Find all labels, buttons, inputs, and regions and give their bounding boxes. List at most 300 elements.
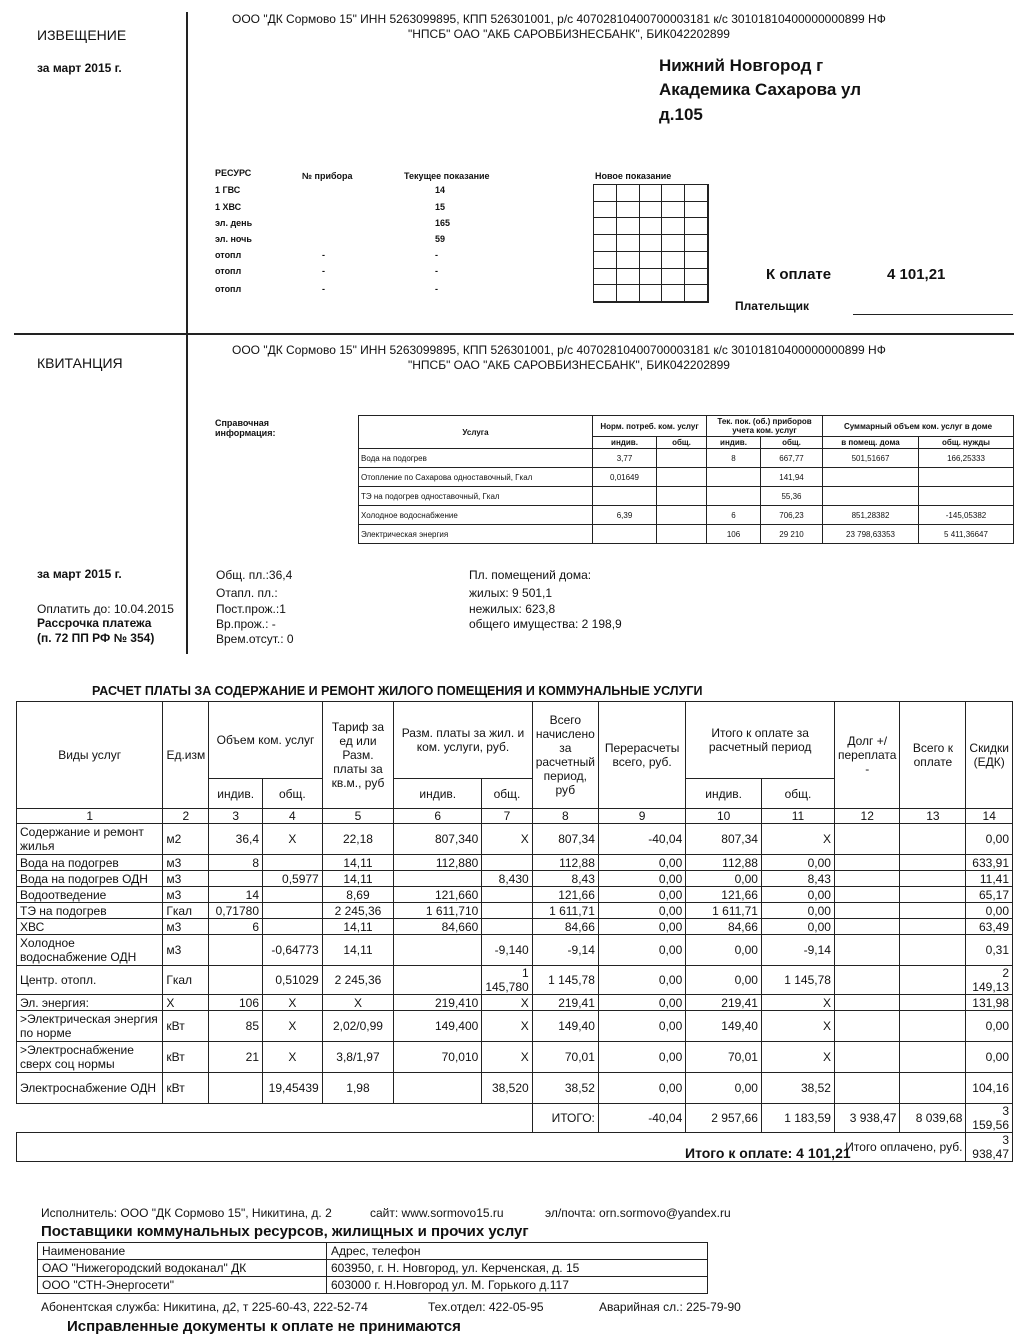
- calc-col-number: 11: [761, 809, 834, 824]
- info-cell-m-com: 667,77: [761, 449, 823, 468]
- calc-cell-v-com: [263, 903, 323, 919]
- calc-h-service: Виды услуг: [17, 702, 163, 809]
- new-reading-grid[interactable]: [593, 184, 709, 303]
- calc-total-row: [17, 1104, 1013, 1133]
- calc-cell-tariff: 2 245,36: [322, 966, 394, 995]
- executor-email[interactable]: эл/почта: orn.sormovo@yandex.ru: [545, 1206, 731, 1220]
- info-cell-n-com: [657, 468, 707, 487]
- info-h-common-needs: общ. нужды: [919, 437, 1014, 449]
- info-cell-m-com: 55,36: [761, 487, 823, 506]
- calc-cell-t-ind: 219,41: [686, 995, 762, 1011]
- calc-h-fee: Разм. платы за жил. и ком. услуги, руб.: [394, 702, 532, 779]
- reading-resource: 1 ХВС: [215, 202, 242, 212]
- info-row: [359, 525, 1014, 544]
- calc-cell-total: [900, 855, 966, 871]
- calc-cell-name: Центр. отопл.: [17, 966, 163, 995]
- calc-cell-tariff: 14,11: [322, 935, 394, 966]
- calc-cell-v-ind: [209, 1073, 263, 1104]
- calc-cell-t-ind: 0,00: [686, 935, 762, 966]
- calc-cell-f-com: [482, 919, 532, 935]
- calc-cell-unit: Гкал: [163, 903, 209, 919]
- calc-row: [17, 903, 1013, 919]
- installment-ref: (п. 72 ПП РФ № 354): [37, 631, 155, 645]
- calc-cell-unit: X: [163, 995, 209, 1011]
- reading-current: 15: [435, 202, 446, 212]
- calc-cell-unit: м3: [163, 919, 209, 935]
- calc-cell-v-ind: 36,4: [209, 824, 263, 855]
- suppliers-h-address: Адрес, телефон: [327, 1243, 708, 1260]
- calc-cell-total: [900, 1011, 966, 1042]
- calc-col-number: 14: [966, 809, 1013, 824]
- residents-permanent: Пост.прож.:1: [216, 602, 286, 616]
- calc-h-fee-indiv: индив.: [394, 779, 482, 809]
- info-cell-service: Электрическая энергия: [359, 525, 593, 544]
- calc-cell-unit: м3: [163, 871, 209, 887]
- calc-cell-f-ind: 219,410: [394, 995, 482, 1011]
- calc-cell-t-com: -9,14: [761, 935, 834, 966]
- calc-cell-v-com: X: [263, 824, 323, 855]
- calc-h-tariff: Тариф за ед или Разм. платы за кв.м., руб: [322, 702, 394, 809]
- calc-cell-f-com: X: [482, 1011, 532, 1042]
- pay-until: Оплатить до: 10.04.2015: [37, 602, 174, 616]
- address-city: Нижний Новгород г: [659, 56, 824, 75]
- suppliers-title: Поставщики коммунальных ресурсов, жилищных и прочих услуг: [41, 1223, 529, 1240]
- reference-info-label: Справочная информация:: [215, 418, 276, 438]
- calc-total-label: ИТОГО:: [532, 1104, 598, 1133]
- calc-col-number: 1: [17, 809, 163, 824]
- calc-cell-charged: 121,66: [532, 887, 598, 903]
- area-total: Общ. пл.:36,4: [216, 568, 293, 582]
- calc-cell-total: [900, 871, 966, 887]
- calc-h-volume: Объем ком. услуг: [209, 702, 322, 779]
- calc-cell-charged: 38,52: [532, 1073, 598, 1104]
- calc-total-recalc: -40,04: [598, 1104, 685, 1133]
- calc-cell-debt: [834, 855, 899, 871]
- calc-cell-f-ind: [394, 935, 482, 966]
- calc-cell-disc: 0,31: [966, 935, 1013, 966]
- calc-cell-charged: 70,01: [532, 1042, 598, 1073]
- notice-divider: [186, 12, 188, 334]
- calc-paid-row: [17, 1133, 1013, 1162]
- info-cell-t-prem: [823, 487, 919, 506]
- info-h-premises: в помещ. дома: [823, 437, 919, 449]
- reading-current: -: [435, 266, 438, 276]
- calc-cell-debt: [834, 935, 899, 966]
- calc-cell-f-ind: [394, 1073, 482, 1104]
- info-cell-t-prem: 23 798,63353: [823, 525, 919, 544]
- calc-cell-unit: кВт: [163, 1073, 209, 1104]
- calc-cell-disc: 0,00: [966, 824, 1013, 855]
- info-row: [359, 449, 1014, 468]
- house-area-nonliving: нежилых: 623,8: [469, 602, 556, 616]
- calc-cell-charged: 84,66: [532, 919, 598, 935]
- calc-cell-f-com: 1 145,780: [482, 966, 532, 995]
- calc-row: [17, 887, 1013, 903]
- calc-cell-f-com: X: [482, 1042, 532, 1073]
- calc-col-number: 4: [263, 809, 323, 824]
- calc-row: [17, 855, 1013, 871]
- info-cell-m-ind: 8: [707, 449, 761, 468]
- calc-cell-debt: [834, 1011, 899, 1042]
- reference-info-table: [358, 415, 1014, 544]
- calc-cell-f-ind: 807,340: [394, 824, 482, 855]
- executor-site[interactable]: сайт: www.sormovo15.ru: [370, 1206, 504, 1220]
- calc-cell-t-ind: 112,88: [686, 855, 762, 871]
- calc-row: [17, 966, 1013, 995]
- calc-h-total-common: общ.: [761, 779, 834, 809]
- calc-row: [17, 1042, 1013, 1073]
- reading-resource: отопл: [215, 250, 242, 260]
- reading-current: 165: [435, 218, 451, 228]
- calc-cell-name: Водоотведение: [17, 887, 163, 903]
- calc-table: [16, 701, 1013, 1162]
- calc-row: [17, 824, 1013, 855]
- calc-cell-v-ind: [209, 871, 263, 887]
- emergency-service: Аварийная сл.: 225-79-90: [599, 1300, 741, 1314]
- calc-cell-t-com: 0,00: [761, 903, 834, 919]
- house-area-living: жилых: 9 501,1: [469, 586, 553, 600]
- calc-cell-unit: кВт: [163, 1042, 209, 1073]
- info-cell-service: Отопление по Сахарова одноставочный, Гкал: [359, 468, 593, 487]
- installment-label: Рассрочка платежа: [37, 616, 152, 630]
- calc-cell-name: Электроснабжение ОДН: [17, 1073, 163, 1104]
- calc-cell-disc: 63,49: [966, 919, 1013, 935]
- reading-meter: -: [322, 250, 325, 260]
- info-row: [359, 506, 1014, 525]
- calc-total-indiv: 2 957,66: [686, 1104, 762, 1133]
- house-area-title: Пл. помещений дома:: [469, 568, 592, 582]
- calc-cell-charged: 1 145,78: [532, 966, 598, 995]
- house-area-common: общего имущества: 2 198,9: [469, 617, 622, 631]
- info-cell-m-ind: 106: [707, 525, 761, 544]
- calc-cell-f-ind: 149,400: [394, 1011, 482, 1042]
- info-cell-t-prem: 851,28382: [823, 506, 919, 525]
- calc-cell-t-ind: 1 611,71: [686, 903, 762, 919]
- calc-cell-name: Вода на подогрев: [17, 855, 163, 871]
- info-h-service: Услуга: [359, 416, 593, 449]
- calc-col-number: 3: [209, 809, 263, 824]
- info-cell-t-prem: 501,51667: [823, 449, 919, 468]
- calc-h-discount: Скидки (ЕДК): [966, 702, 1013, 809]
- calc-cell-f-ind: 112,880: [394, 855, 482, 871]
- info-cell-t-com: 5 411,36647: [919, 525, 1014, 544]
- calc-cell-name: >Электрическая энергия по норме: [17, 1011, 163, 1042]
- suppliers-table: [37, 1242, 708, 1294]
- info-cell-m-ind: [707, 487, 761, 506]
- calc-cell-v-com: [263, 887, 323, 903]
- calc-cell-v-ind: 8: [209, 855, 263, 871]
- calc-cell-recalc: 0,00: [598, 855, 685, 871]
- calc-cell-total: [900, 887, 966, 903]
- calc-cell-tariff: 3,8/1,97: [322, 1042, 394, 1073]
- calc-total-debt: 3 938,47: [834, 1104, 899, 1133]
- calc-row: [17, 995, 1013, 1011]
- calc-cell-tariff: 2 245,36: [322, 903, 394, 919]
- calc-cell-v-ind: 14: [209, 887, 263, 903]
- calc-cell-disc: 11,41: [966, 871, 1013, 887]
- calc-cell-f-ind: [394, 871, 482, 887]
- calc-cell-name: Эл. энергия:: [17, 995, 163, 1011]
- calc-cell-tariff: 22,18: [322, 824, 394, 855]
- calc-cell-v-com: [263, 855, 323, 871]
- info-cell-n-ind: 3,77: [593, 449, 657, 468]
- info-cell-n-ind: 6,39: [593, 506, 657, 525]
- receipt-payee-line1: ООО "ДК Сормово 15" ИНН 5263099895, КПП 526301001, р/с 40702810400700003181 к/с 30101810400000000899 НФ: [232, 343, 886, 357]
- calc-col-number: 2: [163, 809, 209, 824]
- calc-cell-t-ind: 149,40: [686, 1011, 762, 1042]
- calc-cell-debt: [834, 887, 899, 903]
- supplier-name: ОАО "Нижегородский водоканал" ДК: [38, 1260, 327, 1277]
- reading-current: -: [435, 284, 438, 294]
- address-house: д.105: [659, 105, 703, 124]
- calc-h-fee-common: общ.: [482, 779, 532, 809]
- info-cell-t-prem: [823, 468, 919, 487]
- info-h-total: Суммарный объем ком. услуг в доме: [823, 416, 1014, 437]
- calc-cell-f-ind: 70,010: [394, 1042, 482, 1073]
- calc-cell-recalc: 0,00: [598, 919, 685, 935]
- calc-cell-tariff: 8,69: [322, 887, 394, 903]
- area-heated: Отапл. пл.:: [216, 586, 278, 600]
- calc-cell-disc: 0,00: [966, 903, 1013, 919]
- info-cell-n-ind: [593, 525, 657, 544]
- info-cell-service: Вода на подогрев: [359, 449, 593, 468]
- calc-cell-t-com: X: [761, 824, 834, 855]
- calc-total-spacer: [17, 1104, 533, 1133]
- calc-cell-total: [900, 919, 966, 935]
- calc-cell-recalc: 0,00: [598, 871, 685, 887]
- calc-cell-tariff: 14,11: [322, 919, 394, 935]
- subscriber-service: Абонентская служба: Никитина, д2, т 225-60-43, 222-52-74: [41, 1300, 368, 1314]
- calc-cell-debt: [834, 966, 899, 995]
- calc-cell-t-com: X: [761, 995, 834, 1011]
- calc-col-number: 10: [686, 809, 762, 824]
- calc-row: [17, 1011, 1013, 1042]
- calc-cell-tariff: 2,02/0,99: [322, 1011, 394, 1042]
- calc-cell-tariff: 1,98: [322, 1073, 394, 1104]
- calc-cell-f-com: [482, 887, 532, 903]
- calc-h-volume-common: общ.: [263, 779, 323, 809]
- calc-cell-tariff: 14,11: [322, 871, 394, 887]
- readings-header-meter: № прибора: [302, 171, 353, 181]
- calc-cell-name: Холодное водоснабжение ОДН: [17, 935, 163, 966]
- footer-note: Исправленные документы к оплате не принимаются: [67, 1318, 461, 1335]
- calc-cell-recalc: 0,00: [598, 966, 685, 995]
- supplier-row: [38, 1260, 708, 1277]
- receipt-title: КВИТАНЦИЯ: [37, 355, 123, 371]
- reading-resource: отопл: [215, 284, 242, 294]
- to-pay-final: Итого к оплате: 4 101,21: [685, 1145, 851, 1161]
- calc-cell-t-ind: 70,01: [686, 1042, 762, 1073]
- readings-header-new: Новое показание: [595, 171, 672, 181]
- calc-cell-recalc: 0,00: [598, 903, 685, 919]
- calc-cell-f-com: 8,430: [482, 871, 532, 887]
- receipt-payee-line2: "НПСБ" ОАО "АКБ САРОВБИЗНЕСБАНК", БИК042202899: [408, 358, 730, 372]
- calc-cell-debt: [834, 1042, 899, 1073]
- calc-cell-charged: 1 611,71: [532, 903, 598, 919]
- info-cell-n-com: [657, 506, 707, 525]
- calc-cell-v-ind: 21: [209, 1042, 263, 1073]
- reading-resource: эл. ночь: [215, 234, 252, 244]
- calc-cell-debt: [834, 919, 899, 935]
- reading-current: 59: [435, 234, 446, 244]
- calc-cell-t-ind: 807,34: [686, 824, 762, 855]
- calc-row: [17, 919, 1013, 935]
- suppliers-h-name: Наименование: [38, 1243, 327, 1260]
- calc-cell-f-ind: 1 611,710: [394, 903, 482, 919]
- readings-header-current: Текущее показание: [404, 171, 490, 181]
- calc-cell-f-ind: 121,660: [394, 887, 482, 903]
- calc-cell-name: ХВС: [17, 919, 163, 935]
- calc-cell-recalc: 0,00: [598, 995, 685, 1011]
- calc-cell-t-ind: 121,66: [686, 887, 762, 903]
- calc-col-number: 12: [834, 809, 899, 824]
- calc-cell-v-com: X: [263, 1011, 323, 1042]
- calc-row: [17, 871, 1013, 887]
- calc-cell-disc: 65,17: [966, 887, 1013, 903]
- calc-cell-v-com: -0,64773: [263, 935, 323, 966]
- info-cell-t-com: -145,05382: [919, 506, 1014, 525]
- payer-signature-line[interactable]: [853, 314, 1013, 315]
- calc-row: [17, 1073, 1013, 1104]
- calc-cell-v-com: 0,5977: [263, 871, 323, 887]
- info-cell-n-com: [657, 487, 707, 506]
- calc-cell-f-com: -9,140: [482, 935, 532, 966]
- calc-cell-disc: 2 149,13: [966, 966, 1013, 995]
- calc-row: [17, 935, 1013, 966]
- info-cell-n-ind: 0,01649: [593, 468, 657, 487]
- calc-col-number: 13: [900, 809, 966, 824]
- calc-h-debt: Долг +/ переплата -: [834, 702, 899, 809]
- calc-cell-v-com: X: [263, 1042, 323, 1073]
- calc-cell-recalc: 0,00: [598, 1011, 685, 1042]
- calc-cell-f-com: [482, 855, 532, 871]
- calc-cell-unit: м3: [163, 935, 209, 966]
- notice-period: за март 2015 г.: [37, 61, 122, 75]
- calc-cell-t-com: 8,43: [761, 871, 834, 887]
- calc-col-number: 8: [532, 809, 598, 824]
- calc-cell-unit: м2: [163, 824, 209, 855]
- calc-cell-v-com: [263, 919, 323, 935]
- calc-paid-value: 3 938,47: [966, 1133, 1013, 1162]
- calc-cell-disc: 0,00: [966, 1042, 1013, 1073]
- info-h-norm-indiv: индив.: [593, 437, 657, 449]
- calc-cell-v-ind: [209, 935, 263, 966]
- calc-cell-charged: 149,40: [532, 1011, 598, 1042]
- calc-cell-t-ind: 0,00: [686, 966, 762, 995]
- calc-cell-charged: -9,14: [532, 935, 598, 966]
- temporarily-absent: Врем.отсут.: 0: [216, 632, 294, 646]
- calc-cell-total: [900, 995, 966, 1011]
- info-row: [359, 468, 1014, 487]
- info-cell-service: ТЭ на подогрев одноставочный, Гкал: [359, 487, 593, 506]
- calc-cell-f-ind: [394, 966, 482, 995]
- reading-resource: эл. день: [215, 218, 253, 228]
- info-cell-m-com: 706,23: [761, 506, 823, 525]
- calc-cell-f-ind: 84,660: [394, 919, 482, 935]
- calc-cell-charged: 8,43: [532, 871, 598, 887]
- calc-cell-v-ind: 85: [209, 1011, 263, 1042]
- calc-cell-name: Содержание и ремонт жилья: [17, 824, 163, 855]
- info-h-norm-common: общ.: [657, 437, 707, 449]
- supplier-address: 603950, г. Н. Новгород, ул. Керченская, д. 15: [327, 1260, 708, 1277]
- info-h-meter-indiv: индив.: [707, 437, 761, 449]
- calc-cell-v-ind: 106: [209, 995, 263, 1011]
- to-pay-value: 4 101,21: [887, 266, 946, 283]
- calc-cell-t-com: 1 145,78: [761, 966, 834, 995]
- calc-cell-name: >Электроснабжение сверх соц нормы: [17, 1042, 163, 1073]
- calc-cell-f-com: X: [482, 995, 532, 1011]
- calc-cell-charged: 112,88: [532, 855, 598, 871]
- info-cell-service: Холодное водоснабжение: [359, 506, 593, 525]
- calc-cell-t-com: 38,52: [761, 1073, 834, 1104]
- calc-cell-name: Вода на подогрев ОДН: [17, 871, 163, 887]
- calc-cell-f-com: [482, 903, 532, 919]
- calc-cell-name: ТЭ на подогрев: [17, 903, 163, 919]
- calc-total-discount: 3 159,56: [966, 1104, 1013, 1133]
- calc-cell-t-ind: 0,00: [686, 1073, 762, 1104]
- calc-h-recalc: Перерасчеты всего, руб.: [598, 702, 685, 809]
- info-cell-n-ind: [593, 487, 657, 506]
- calc-total-common: 1 183,59: [761, 1104, 834, 1133]
- calc-h-total-indiv: индив.: [686, 779, 762, 809]
- supplier-address: 603000 г. Н.Новгород ул. М. Горького д.117: [327, 1277, 708, 1294]
- calc-cell-tariff: 14,11: [322, 855, 394, 871]
- info-cell-m-ind: [707, 468, 761, 487]
- reading-current: 14: [435, 185, 446, 195]
- calc-cell-v-ind: 0,71780: [209, 903, 263, 919]
- calc-h-total-period: Итого к оплате за расчетный период: [686, 702, 835, 779]
- calc-cell-tariff: X: [322, 995, 394, 1011]
- calc-col-number: 6: [394, 809, 482, 824]
- calc-cell-disc: 633,91: [966, 855, 1013, 871]
- calc-h-unit: Ед.изм: [163, 702, 209, 809]
- calc-cell-debt: [834, 995, 899, 1011]
- reading-current: -: [435, 250, 438, 260]
- info-cell-m-com: 141,94: [761, 468, 823, 487]
- calc-h-volume-indiv: индив.: [209, 779, 263, 809]
- reading-meter: -: [322, 266, 325, 276]
- calc-cell-unit: Гкал: [163, 966, 209, 995]
- calc-cell-charged: 219,41: [532, 995, 598, 1011]
- info-h-meter-common: общ.: [761, 437, 823, 449]
- calc-cell-t-ind: 84,66: [686, 919, 762, 935]
- calc-cell-recalc: 0,00: [598, 1073, 685, 1104]
- info-h-meter: Тек. пок. (об.) приборов учета ком. услуг: [707, 416, 823, 437]
- calc-cell-total: [900, 1073, 966, 1104]
- calc-cell-total: [900, 935, 966, 966]
- calc-cell-recalc: 0,00: [598, 887, 685, 903]
- receipt-period: за март 2015 г.: [37, 567, 122, 581]
- calc-cell-v-ind: 6: [209, 919, 263, 935]
- calc-col-number: 7: [482, 809, 532, 824]
- info-cell-t-com: [919, 487, 1014, 506]
- calc-cell-t-ind: 0,00: [686, 871, 762, 887]
- calc-cell-disc: 131,98: [966, 995, 1013, 1011]
- notice-payee-line2: "НПСБ" ОАО "АКБ САРОВБИЗНЕСБАНК", БИК042202899: [408, 27, 730, 41]
- supplier-name: ООО "СТН-Энергосети": [38, 1277, 327, 1294]
- calc-cell-t-com: 0,00: [761, 919, 834, 935]
- calc-cell-unit: кВт: [163, 1011, 209, 1042]
- calc-cell-debt: [834, 1073, 899, 1104]
- info-row: [359, 487, 1014, 506]
- calc-cell-v-com: X: [263, 995, 323, 1011]
- calc-col-number: 5: [322, 809, 394, 824]
- calc-cell-recalc: 0,00: [598, 1042, 685, 1073]
- info-h-norm: Норм. потреб. ком. услуг: [593, 416, 707, 437]
- calc-cell-total: [900, 966, 966, 995]
- calc-cell-total: [900, 903, 966, 919]
- calc-cell-total: [900, 824, 966, 855]
